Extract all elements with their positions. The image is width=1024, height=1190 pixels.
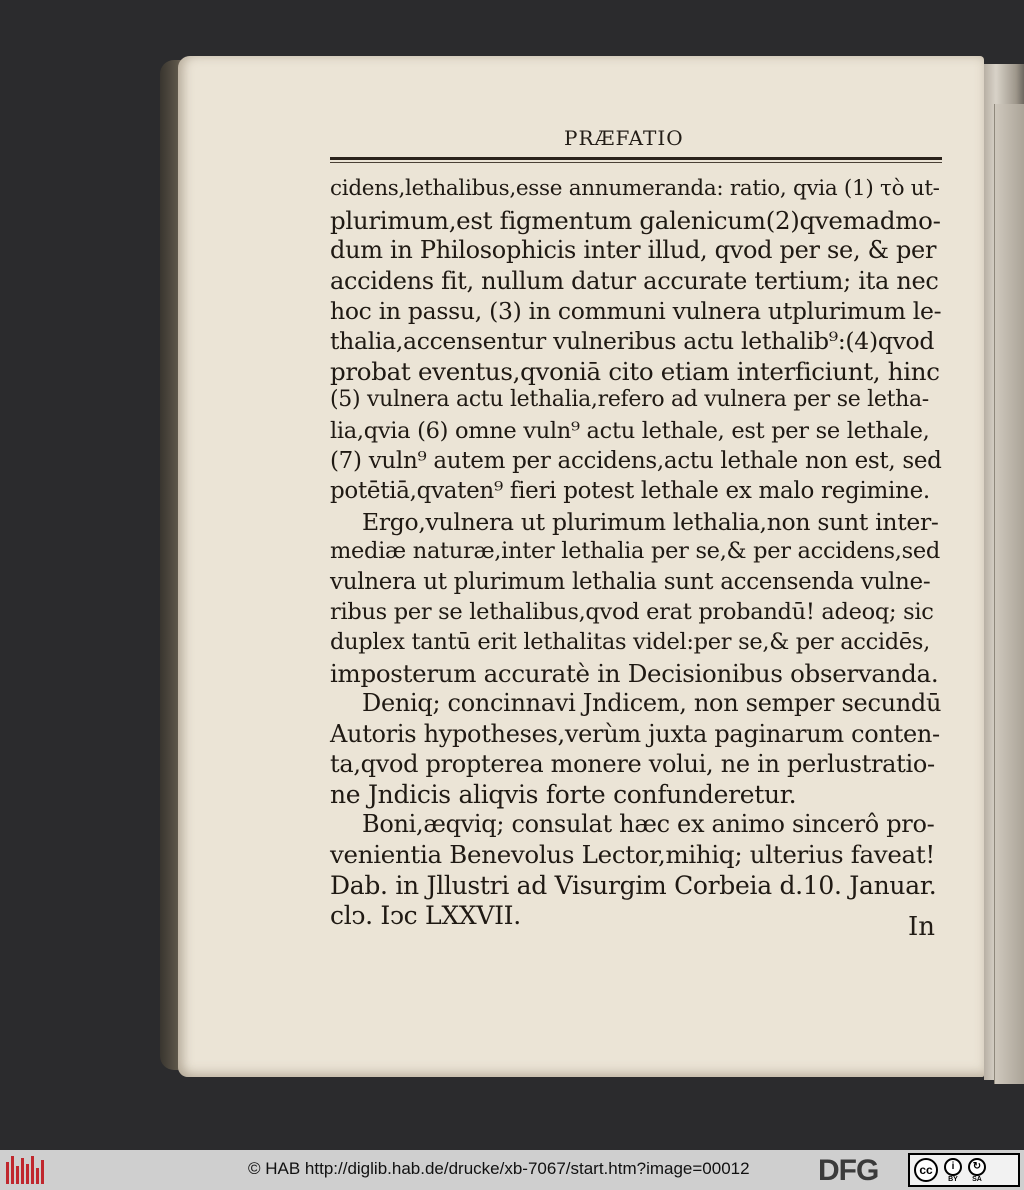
license-badge[interactable]: [908, 1153, 1020, 1187]
text-line: ta,qvod propterea monere volui, ne in perlustratio-: [330, 749, 935, 778]
header-rule: [330, 157, 942, 160]
text-line: venientia Benevolus Lector,mihiq; ulterius faveat!: [330, 840, 935, 870]
text-line: potētiā,qvaten⁹ fieri potest lethale ex malo regimine.: [330, 478, 930, 504]
text-line: Autoris hypotheses,verùm juxta paginarum conten-: [330, 719, 940, 748]
text-line: clↄ. Iↄc LXXVII.: [330, 900, 521, 930]
sa-group: [968, 1158, 986, 1183]
text-line: lia,qvia (6) omne vuln⁹ actu lethale, est per se lethale,: [330, 417, 930, 444]
footer-bar: [0, 1150, 1024, 1190]
by-label: BY: [948, 1175, 958, 1183]
text-line: (5) vulnera actu lethalia,refero ad vulnera per se letha-: [330, 387, 929, 413]
by-icon: i: [944, 1158, 962, 1176]
text-line: plurimum,est figmentum galenicum(2)qvemadmo-: [330, 206, 941, 236]
text-line: accidens fit, nullum datur accurate tertium; ita nec: [330, 266, 939, 295]
header-rule-thin: [330, 162, 942, 163]
text-line: dum in Philosophicis inter illud, qvod per se, & per: [330, 236, 937, 265]
text-line: cidens,lethalibus,esse annumeranda: ratio, qvia (1) τὸ ut-: [330, 176, 940, 201]
text-line: ribus per se lethalibus,qvod erat probandū! adeoq; sic: [330, 598, 934, 625]
book-edge-pages: [994, 104, 1024, 1084]
running-head: PRÆFATIO: [564, 126, 684, 150]
sa-icon: ↻: [968, 1158, 986, 1176]
text-line: hoc in passu, (3) in communi vulnera utplurimum le-: [330, 296, 942, 325]
text-line: mediæ naturæ,inter lethalia per se,& per accidens,sed: [330, 538, 940, 565]
text-line: Boni,æqviq; consulat hæc ex animo sincerô pro-: [362, 810, 935, 839]
by-group: [944, 1158, 962, 1183]
text-line: Deniq; concinnavi Jndicem, non semper secundū: [362, 689, 942, 718]
text-line: probat eventus,qvoniā cito etiam interficiunt, hinc: [330, 357, 940, 387]
text-line: (7) vuln⁹ autem per accidens,actu lethale non est, sed: [330, 447, 942, 474]
hab-logo-icon[interactable]: [6, 1156, 46, 1184]
catchword: In: [908, 912, 936, 942]
text-line: imposterum accuratè in Decisionibus observanda.: [330, 659, 939, 689]
text-line: ne Jndicis aliqvis forte confunderetur.: [330, 780, 797, 809]
text-line: Ergo,vulnera ut plurimum lethalia,non sunt inter-: [362, 508, 939, 537]
text-line: duplex tantū erit lethalitas videl:per se,& per accidēs,: [330, 629, 931, 655]
text-line: thalia,accensentur vulneribus actu lethalib⁹:(4)qvod: [330, 327, 935, 355]
cc-icon: cc: [914, 1158, 938, 1182]
dfg-logo[interactable]: DFG: [818, 1154, 879, 1187]
sa-label: SA: [972, 1175, 982, 1183]
copyright-link[interactable]: © HAB http://diglib.hab.de/drucke/xb-7067/start.htm?image=00012: [248, 1159, 750, 1178]
text-line: Dab. in Jllustri ad Visurgim Corbeia d.10. Januar.: [330, 870, 937, 900]
text-line: vulnera ut plurimum lethalia sunt accensenda vulne-: [330, 568, 931, 595]
